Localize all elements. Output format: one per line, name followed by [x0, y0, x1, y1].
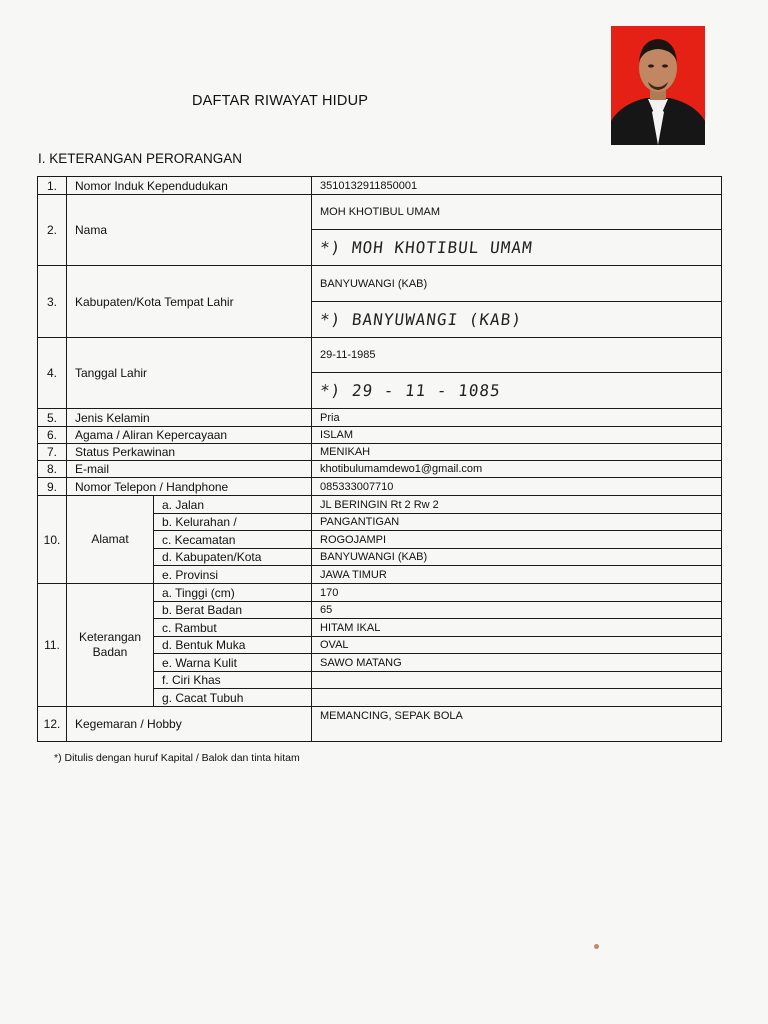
- group-label: Keterangan Badan: [67, 584, 154, 707]
- handwritten-value: [312, 373, 722, 409]
- row-number: 6.: [38, 427, 67, 444]
- sub-label: a. Tinggi (cm): [154, 584, 312, 602]
- row-number: 3.: [38, 266, 67, 338]
- row-number: 4.: [38, 338, 67, 409]
- field-value: SAWO MATANG: [312, 654, 722, 672]
- row-number: 8.: [38, 461, 67, 478]
- row-number: 11.: [38, 584, 67, 707]
- field-value: PANGANTIGAN: [312, 514, 722, 531]
- profile-photo: [611, 26, 705, 145]
- field-value: ISLAM: [312, 427, 722, 444]
- footnote: *) Ditulis dengan huruf Kapital / Balok dan tinta hitam: [54, 752, 300, 764]
- table-row: [38, 478, 722, 496]
- table-row: [38, 266, 722, 302]
- table-row: [38, 444, 722, 461]
- field-value: HITAM IKAL: [312, 619, 722, 637]
- field-value: OVAL: [312, 637, 722, 654]
- table-row: [38, 409, 722, 427]
- group-label: Alamat: [67, 496, 154, 584]
- sub-label: c. Rambut: [154, 619, 312, 637]
- row-number: 12.: [38, 707, 67, 742]
- field-value: JL BERINGIN Rt 2 Rw 2: [312, 496, 722, 514]
- row-number: 5.: [38, 409, 67, 427]
- handwritten-text: *) BANYUWANGI (KAB): [319, 310, 524, 329]
- field-value: Pria: [312, 409, 722, 427]
- table-row: [38, 338, 722, 373]
- field-value: 3510132911850001: [312, 177, 722, 195]
- sub-label: f. Ciri Khas: [154, 672, 312, 689]
- table-row: [38, 584, 722, 602]
- section-title: I. KETERANGAN PERORANGAN: [38, 151, 243, 166]
- field-label: Nomor Telepon / Handphone: [67, 478, 312, 496]
- row-number: 1.: [38, 177, 67, 195]
- sub-label: g. Cacat Tubuh: [154, 689, 312, 707]
- table-row: [38, 461, 722, 478]
- sub-label: e. Warna Kulit: [154, 654, 312, 672]
- field-value: BANYUWANGI (KAB): [312, 549, 722, 566]
- field-label: Kabupaten/Kota Tempat Lahir: [67, 266, 312, 338]
- handwritten-value: [312, 302, 722, 338]
- row-number: 7.: [38, 444, 67, 461]
- sub-label: c. Kecamatan: [154, 531, 312, 549]
- field-label: Nama: [67, 195, 312, 266]
- field-label: Nomor Induk Kependudukan: [67, 177, 312, 195]
- table-row: [38, 707, 722, 742]
- field-label: Kegemaran / Hobby: [67, 707, 312, 742]
- sub-label: d. Kabupaten/Kota: [154, 549, 312, 566]
- field-value: 29-11-1985: [312, 338, 722, 373]
- field-label: Status Perkawinan: [67, 444, 312, 461]
- table-row: [38, 427, 722, 444]
- field-value: MOH KHOTIBUL UMAM: [312, 195, 722, 230]
- handwritten-text: *) MOH KHOTIBUL UMAM: [319, 238, 534, 257]
- field-label: Jenis Kelamin: [67, 409, 312, 427]
- field-value: [312, 672, 722, 689]
- row-number: 2.: [38, 195, 67, 266]
- personal-info-table: [37, 176, 722, 742]
- handwritten-text: *) 29 - 11 - 1085: [319, 381, 502, 400]
- field-value: MENIKAH: [312, 444, 722, 461]
- sub-label: d. Bentuk Muka: [154, 637, 312, 654]
- row-number: 9.: [38, 478, 67, 496]
- sub-label: e. Provinsi: [154, 566, 312, 584]
- field-value: JAWA TIMUR: [312, 566, 722, 584]
- field-value: [312, 689, 722, 707]
- table-row: [38, 496, 722, 514]
- field-label: Tanggal Lahir: [67, 338, 312, 409]
- row-number: 10.: [38, 496, 67, 584]
- field-value: 65: [312, 602, 722, 619]
- handwritten-value: [312, 230, 722, 266]
- sub-label: b. Berat Badan: [154, 602, 312, 619]
- sub-label: a. Jalan: [154, 496, 312, 514]
- field-value: MEMANCING, SEPAK BOLA: [312, 707, 722, 742]
- field-label: E-mail: [67, 461, 312, 478]
- field-value: 085333007710: [312, 478, 722, 496]
- table-row: [38, 195, 722, 230]
- sub-label: b. Kelurahan /: [154, 514, 312, 531]
- field-value: ROGOJAMPI: [312, 531, 722, 549]
- table-row: [38, 177, 722, 195]
- field-value: khotibulumamdewo1@gmail.com: [312, 461, 722, 478]
- page-title: DAFTAR RIWAYAT HIDUP: [192, 93, 369, 109]
- paper-speck: [594, 944, 599, 949]
- field-label: Agama / Aliran Kepercayaan: [67, 427, 312, 444]
- field-value: BANYUWANGI (KAB): [312, 266, 722, 302]
- field-value: 170: [312, 584, 722, 602]
